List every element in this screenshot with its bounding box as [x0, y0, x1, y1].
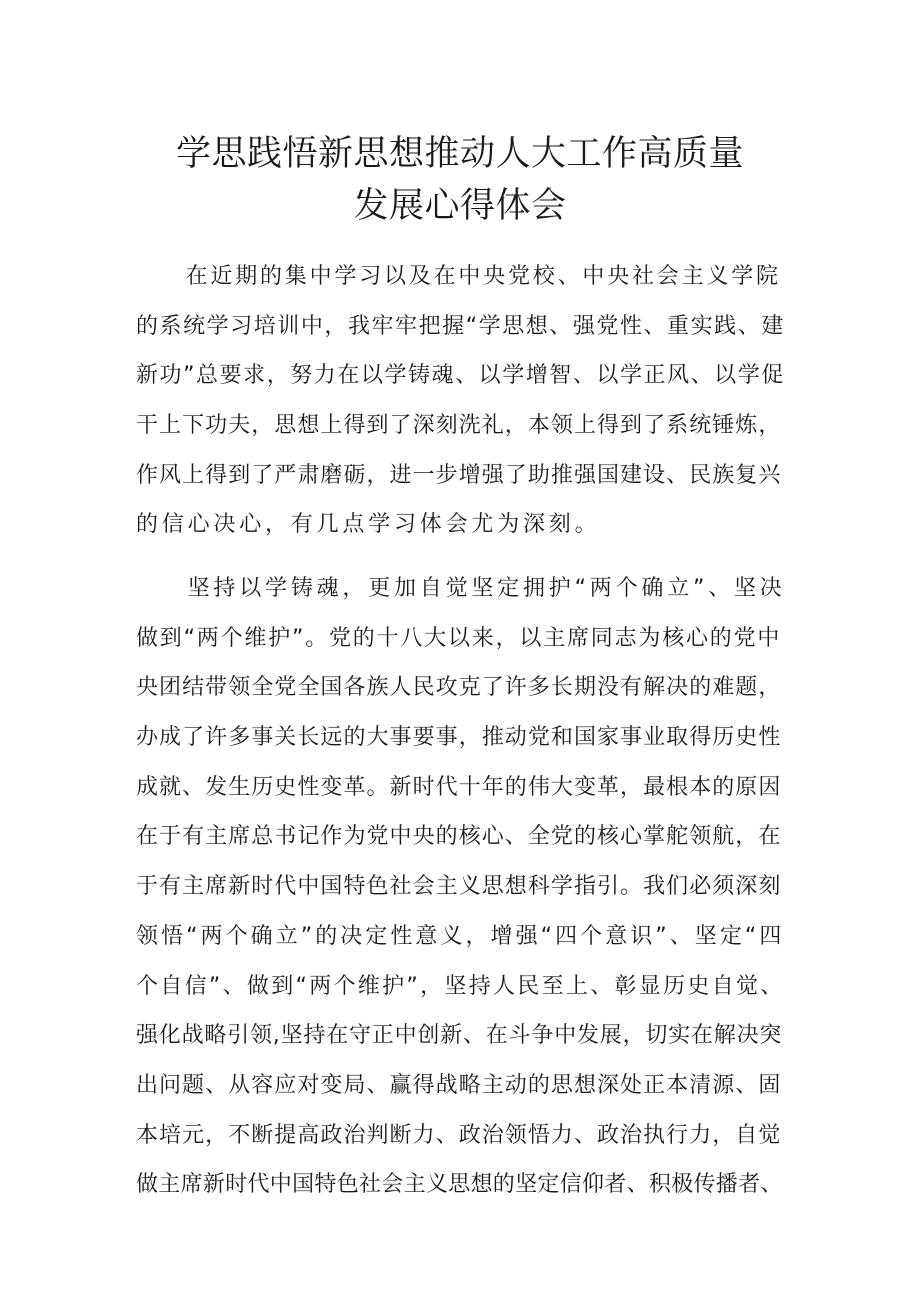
paragraph-line: 强化战略引领,坚持在守正中创新、在斗争中发展，切实在解决突: [136, 1023, 783, 1049]
title-line-2: 发展心得体会: [353, 186, 567, 226]
paragraph-line: 做到“两个维护”。党的十八大以来，以主席同志为核心的党中: [136, 625, 782, 651]
paragraph-line: 坚持以学铸魂，更加自觉坚定拥护“两个确立”、坚决: [136, 576, 786, 601]
paragraph-line: 干上下功夫，思想上得到了深刻洗礼，本领上得到了系统锤炼，: [136, 413, 782, 439]
paragraph-line: 个自信”、做到“两个维护”，坚持人民至上、彰显历史自觉、: [136, 973, 785, 999]
paragraph-line: 成就、发生历史性变革。新时代十年的伟大变革，最根本的原因: [136, 774, 782, 800]
paragraph-line: 央团结带领全党全国各族人民攻克了许多长期没有解决的难题，: [136, 675, 782, 701]
document-title: [0, 128, 920, 232]
paragraph-line: 在近期的集中学习以及在中央党校、中央社会主义学院: [136, 264, 781, 289]
paragraph-line: 新功”总要求，努力在以学铸魂、以学增智、以学正风、以学促: [136, 363, 785, 389]
title-line-1: 学思践悟新思想推动人大工作高质量: [175, 134, 744, 174]
paragraph-line: 办成了许多事关长远的大事要事，推动党和国家事业取得历史性: [136, 725, 782, 751]
paragraph-line: 于有主席新时代中国特色社会主义思想科学指引。我们必须深刻: [136, 874, 782, 900]
paragraph-line: 本培元，不断提高政治判断力、政治领悟力、政治执行力，自觉: [136, 1122, 782, 1148]
paragraph-2: [136, 564, 786, 1210]
paragraph-line: 的信心决心，有几点学习体会尤为深刻。: [136, 512, 601, 538]
paragraph-line: 领悟“两个确立”的决定性意义，增强“四个意识”、坚定“四: [136, 923, 785, 949]
paragraph-line: 作风上得到了严肃磨砺，进一步增强了助推强国建设、民族复兴: [136, 462, 782, 488]
paragraph-line: 出问题、从容应对变局、赢得战略主动的思想深处正本清源、固: [136, 1072, 782, 1098]
paragraph-line: 做主席新时代中国特色社会主义思想的坚定信仰者、积极传播者、: [136, 1172, 783, 1198]
paragraph-line: 的系统学习培训中，我牢牢把握“学思想、强党性、重实践、建: [136, 313, 785, 339]
paragraph-1: [136, 252, 786, 550]
paragraph-line: 在于有主席总书记作为党中央的核心、全党的核心掌舵领航，在: [136, 824, 782, 850]
